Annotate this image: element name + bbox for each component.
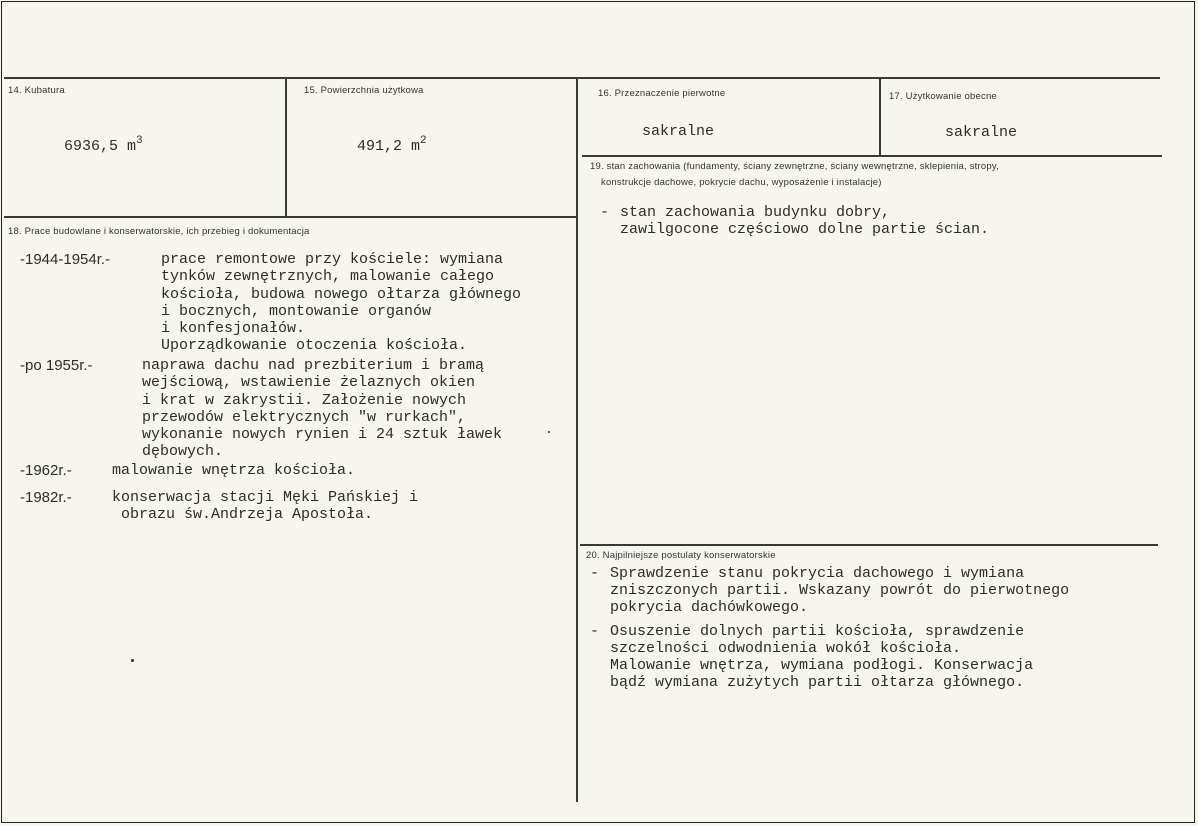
field-15-value xyxy=(357,135,427,155)
stray-dot xyxy=(131,659,134,662)
field-19-label: 19. stan zachowania (fundamenty, ściany zewnętrzne, ściany wewnętrzne, sklepienia, stropy, xyxy=(590,161,999,172)
stray-dot xyxy=(548,431,550,433)
entry-text: malowanie wnętrza kościoła. xyxy=(112,462,356,479)
rule-under-16-17 xyxy=(582,155,1162,157)
top-rule xyxy=(4,77,1160,79)
entry-text: prace remontowe przy kościele: wymiana tynków zewnętrznych, malowanie całego kościoła, budowa nowego ołtarza głównego i bocznych, montowanie organów i konfesjonałów. Uporządkowanie otoczenia kościoła. xyxy=(161,251,522,355)
field-16-label: 16. Przeznaczenie pierwotne xyxy=(598,88,726,99)
condition-text: stan zachowania budynku dobry, zawilgocone częściowo dolne partie ścian. xyxy=(620,204,990,238)
field-17-value: sakralne xyxy=(945,124,1018,141)
powierzchnia-value: 491,2 m xyxy=(357,138,421,155)
rule-above-20 xyxy=(580,544,1158,546)
entry-date: -1944-1954r.- xyxy=(20,251,111,268)
entry-date: -1962r.- xyxy=(20,462,72,479)
center-divider xyxy=(576,78,578,802)
postulate-text: Sprawdzenie stanu pokrycia dachowego i wymiana zniszczonych partii. Wskazany powrót do pierwotnego pokrycia dachówkowego. xyxy=(610,565,1070,616)
field-19-label-cont: konstrukcje dachowe, pokrycie dachu, wyposażenie i instalacje) xyxy=(601,177,882,188)
divider-14-15 xyxy=(285,78,287,218)
entry-text: konserwacja stacji Męki Pańskiej i obrazu św.Andrzeja Apostoła. xyxy=(112,489,419,524)
dash-marker: - xyxy=(590,565,600,582)
postulate-text: Osuszenie dolnych partii kościoła, sprawdzenie szczelności odwodnienia wokół kościoła. Malowanie wnętrza, wymiana podłogi. Konserwacja bądź wymiana zużytych partii ołtarza głównego. xyxy=(610,623,1034,691)
rule-under-14-15 xyxy=(4,216,578,218)
field-16-value: sakralne xyxy=(642,123,715,140)
kubatura-value: 6936,5 m xyxy=(64,138,137,155)
field-17-label: 17. Użytkowanie obecne xyxy=(889,91,997,102)
field-14-label: 14. Kubatura xyxy=(8,85,65,96)
entry-text: naprawa dachu nad prezbiterium i bramą wejściową, wstawienie żelaznych okien i krat w zakrystii. Założenie nowych przewodów elektrycznych "w rurkach", wykonanie nowych rynien i 24 sztuk ławek dębowych. xyxy=(142,357,503,461)
entry-date: -po 1955r.- xyxy=(20,357,93,374)
field-15-label: 15. Powierzchnia użytkowa xyxy=(304,85,424,96)
dash-marker: - xyxy=(600,204,610,221)
entry-date: -1982r.- xyxy=(20,489,72,506)
kubatura-exponent: 3 xyxy=(136,135,143,147)
field-14-value xyxy=(64,135,143,155)
powierzchnia-exponent: 2 xyxy=(420,135,427,147)
field-18-label: 18. Prace budowlane i konserwatorskie, ich przebieg i dokumentacja xyxy=(8,226,310,237)
dash-marker: - xyxy=(590,623,600,640)
divider-16-17 xyxy=(879,78,881,156)
field-20-label: 20. Najpilniejsze postulaty konserwatorskie xyxy=(586,550,776,561)
